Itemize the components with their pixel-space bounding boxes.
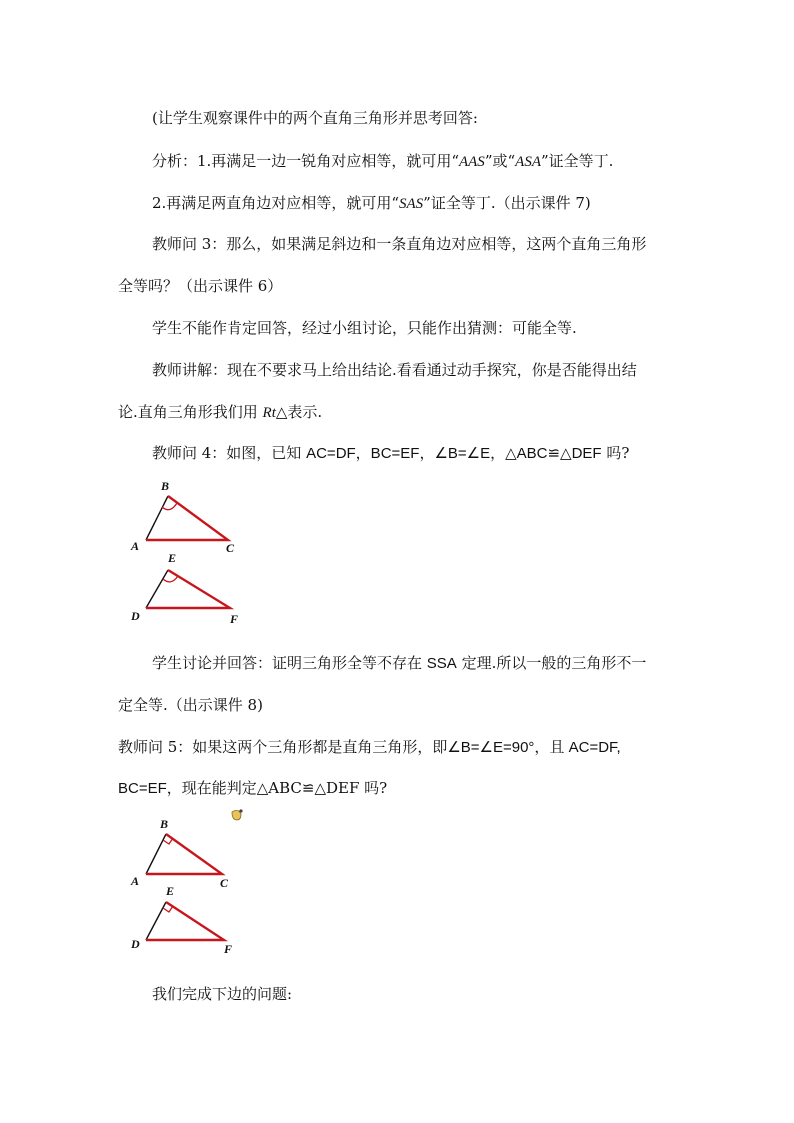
paragraph-complete-questions: 我们完成下边的问题: — [152, 985, 293, 1003]
label-b: B — [161, 479, 170, 493]
paragraph-teacher-q3-line1: 教师问 3：那么，如果满足斜边和一条直角边对应相等，这两个直角三角形 — [152, 235, 647, 253]
label-c: C — [226, 541, 235, 555]
paragraph-teacher-q4: 教师问 4：如图，已知 AC=DF，BC=EF，∠B=∠E，△ABC≌△DEF 吗? — [152, 444, 630, 462]
paragraph-teacher-explain-line2: 论.直角三角形我们用 Rt△表示. — [118, 403, 323, 421]
segment-de — [146, 902, 166, 940]
rt-term: Rt — [262, 405, 276, 421]
figure-triangles-ssa — [128, 476, 258, 631]
angle-e-mark — [163, 576, 178, 582]
segment-ab — [146, 496, 168, 540]
paragraph-sas: 2.再满足两直角边对应相等，就可用“SAS”证全等丁.（出示课件 7) — [152, 194, 591, 212]
asa-term: ASA — [515, 154, 541, 170]
segment-de — [146, 570, 168, 608]
triangle-abc — [146, 496, 228, 540]
label-d: D — [131, 937, 140, 951]
aas-term: AAS — [458, 154, 485, 170]
triangle-def — [146, 570, 230, 608]
label-c: C — [220, 876, 229, 890]
label-d: D — [131, 609, 140, 623]
sas-term: SAS — [398, 196, 424, 212]
triangle-abc — [146, 834, 222, 874]
label-f: F — [224, 942, 233, 956]
paragraph-teacher-q3-line2: 全等吗？（出示课件 6） — [118, 277, 283, 295]
label-e: E — [168, 551, 177, 565]
triangle-def — [146, 902, 224, 940]
paragraph-teacher-q5-line1: 教师问 5：如果这两个三角形都是直角三角形，即∠B=∠E=90°，且 AC=DF, — [118, 738, 621, 756]
paragraph-student-answer-line2: 定全等.（出示课件 8) — [118, 696, 263, 714]
paragraph-teacher-explain-line1: 教师讲解：现在不要求马上给出结论.看看通过动手探究，你是否能得出结 — [152, 361, 637, 379]
label-a: A — [131, 539, 140, 553]
figure-right-triangles — [128, 816, 258, 961]
paragraph-analysis: 分析：1.再满足一边一锐角对应相等，就可用“AAS”或“ASA”证全等丁. — [152, 152, 614, 170]
label-e: E — [166, 884, 175, 898]
label-a: A — [131, 874, 140, 888]
paragraph-1: (让学生观察课件中的两个直角三角形并思考回答: — [152, 109, 478, 127]
label-b: B — [160, 817, 169, 831]
paragraph-student-guess: 学生不能作肯定回答，经过小组讨论，只能作出猜测：可能全等. — [152, 319, 577, 337]
paragraph-teacher-q5-line2: BC=EF，现在能判定△ABC≌△DEF 吗? — [118, 779, 388, 797]
paragraph-student-answer-line1: 学生讨论并回答：证明三角形全等不存在 SSA 定理.所以一般的三角形不一 — [152, 654, 647, 672]
label-f: F — [230, 612, 239, 626]
